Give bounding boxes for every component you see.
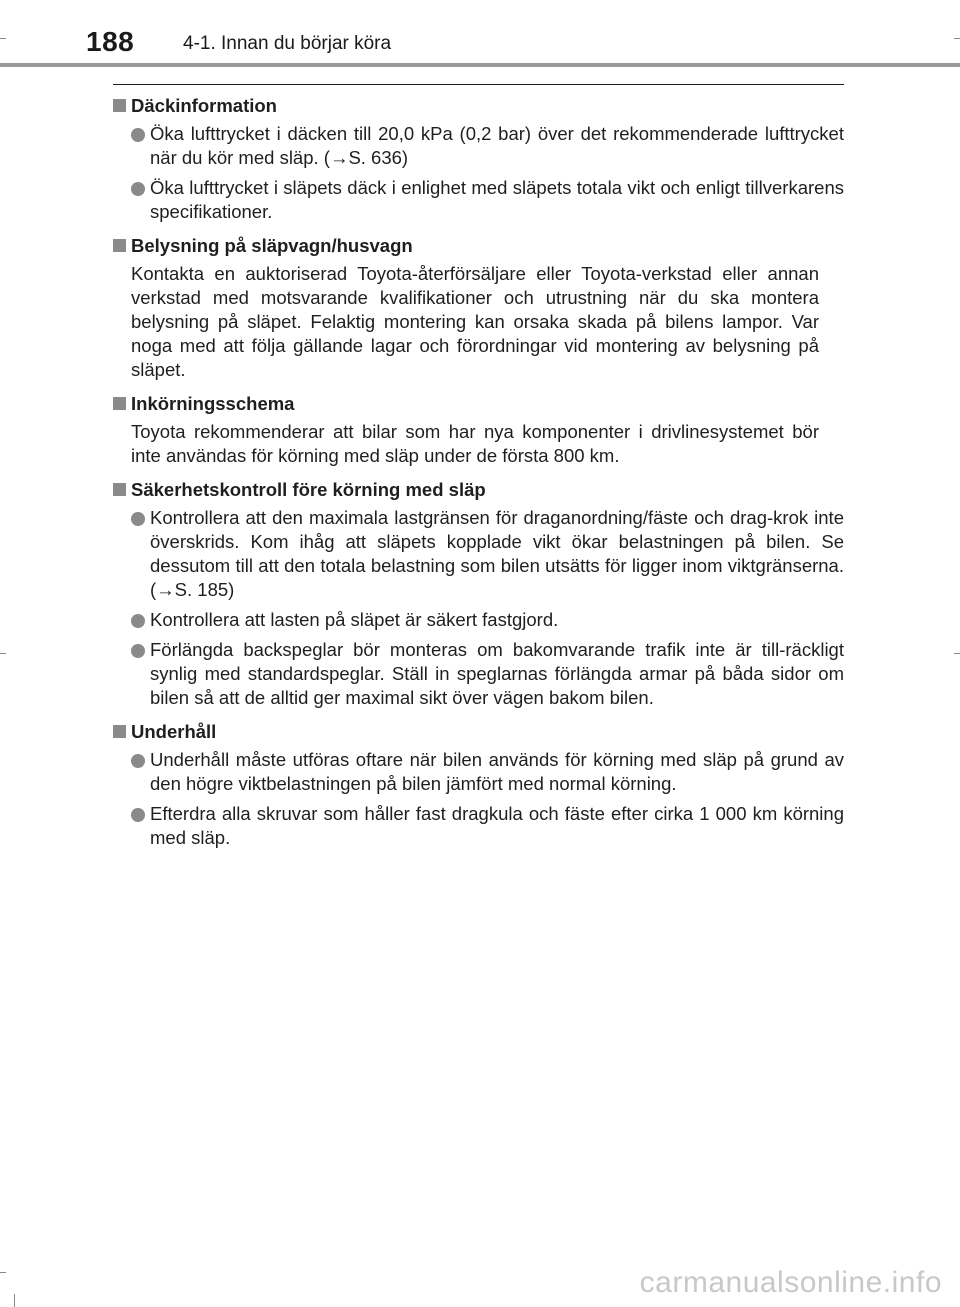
section-heading-text: Säkerhetskontroll före körning med släp (131, 479, 486, 500)
circle-bullet-icon (131, 128, 145, 142)
paragraph: Toyota rekommenderar att bilar som har nya komponenter i drivlinesystemet bör inte användas för körning med släp under de första 800 km. (131, 421, 819, 466)
circle-bullet-icon (131, 182, 145, 196)
section-heading-text: Däckinformation (131, 95, 277, 116)
square-bullet-icon (113, 725, 126, 738)
crop-mark (14, 1294, 15, 1307)
crop-mark (0, 653, 6, 654)
section-heading (113, 477, 844, 502)
bullet-item (131, 122, 844, 170)
bullet-text: Efterdra alla skruvar som håller fast dragkula och fäste efter cirka 1 000 km körning med släp. (150, 803, 844, 848)
section-heading (113, 391, 844, 416)
square-bullet-icon (113, 239, 126, 252)
crop-mark (954, 653, 960, 654)
square-bullet-icon (113, 397, 126, 410)
circle-bullet-icon (131, 808, 145, 822)
page-header (0, 0, 960, 70)
section-sakerhetskontroll (113, 477, 844, 710)
bullet-text: Öka lufttrycket i däcken till 20,0 kPa (0,2 bar) över det rekommenderade lufttrycket när du kör med släp. (→S. 636) (150, 123, 844, 168)
square-bullet-icon (113, 99, 126, 112)
page-number: 188 (86, 26, 135, 57)
bullet-text: Öka lufttrycket i släpets däck i enlighet med släpets totala vikt och enligt tillverkarens specifikationer. (150, 177, 844, 222)
watermark-link[interactable]: carmanualsonline.info (639, 1266, 942, 1299)
bullet-item (131, 176, 844, 224)
section-belysning (113, 233, 844, 382)
bullet-text: Kontrollera att lasten på släpet är säkert fastgjord. (150, 609, 559, 630)
content-top-rule (113, 84, 844, 85)
bullet-item (131, 638, 844, 710)
section-heading-text: Inkörningsschema (131, 393, 295, 414)
paragraph: Kontakta en auktoriserad Toyota-återförsäljare eller Toyota-verkstad eller annan verkstad med motsvarande kvalifikationer och utrustning när du ska montera belysning på släpet. Felaktig montering kan orsaka skada på bilens lampor. Var noga med att följa gällande lagar och förordningar vid montering av belysning på släpet. (131, 263, 819, 380)
chapter-title: 4-1. Innan du börjar köra (183, 33, 392, 54)
section-heading-text: Underhåll (131, 721, 217, 742)
bullet-text: Förlängda backspeglar bör monteras om bakomvarande trafik inte är till-räckligt synlig med standardspeglar. Ställ in speglarnas förlängda armar på båda sidor om bilen så att de alltid ger maximal sikt över vägen bakom bilen. (150, 639, 844, 708)
circle-bullet-icon (131, 512, 145, 526)
page-content (113, 93, 844, 856)
section-dackinformation (113, 93, 844, 224)
square-bullet-icon (113, 483, 126, 496)
header-divider (0, 63, 960, 67)
circle-bullet-icon (131, 614, 145, 628)
bullet-text: Kontrollera att den maximala lastgränsen för draganordning/fäste och drag-krok inte överskrids. Kom ihåg att släpets kopplade vikt ökar belastningen på bilen. Se dessutom till att den totala belastning som bilen utsätts för ligger inom viktgränserna. (→S. 185) (150, 507, 844, 600)
circle-bullet-icon (131, 754, 145, 768)
crop-mark (0, 1272, 6, 1273)
crop-mark (0, 38, 6, 39)
section-heading-text: Belysning på släpvagn/husvagn (131, 235, 413, 256)
circle-bullet-icon (131, 644, 145, 658)
bullet-item (131, 748, 844, 796)
section-heading (113, 233, 844, 258)
crop-mark (954, 38, 960, 39)
section-inkorningsschema (113, 391, 844, 468)
section-heading (113, 93, 844, 118)
section-heading (113, 719, 844, 744)
bullet-item (131, 608, 844, 632)
bullet-item (131, 506, 844, 602)
bullet-item (131, 802, 844, 850)
bullet-text: Underhåll måste utföras oftare när bilen används för körning med släp på grund av den högre viktbelastningen på bilen jämfört med normal körning. (150, 749, 844, 794)
section-underhall (113, 719, 844, 850)
